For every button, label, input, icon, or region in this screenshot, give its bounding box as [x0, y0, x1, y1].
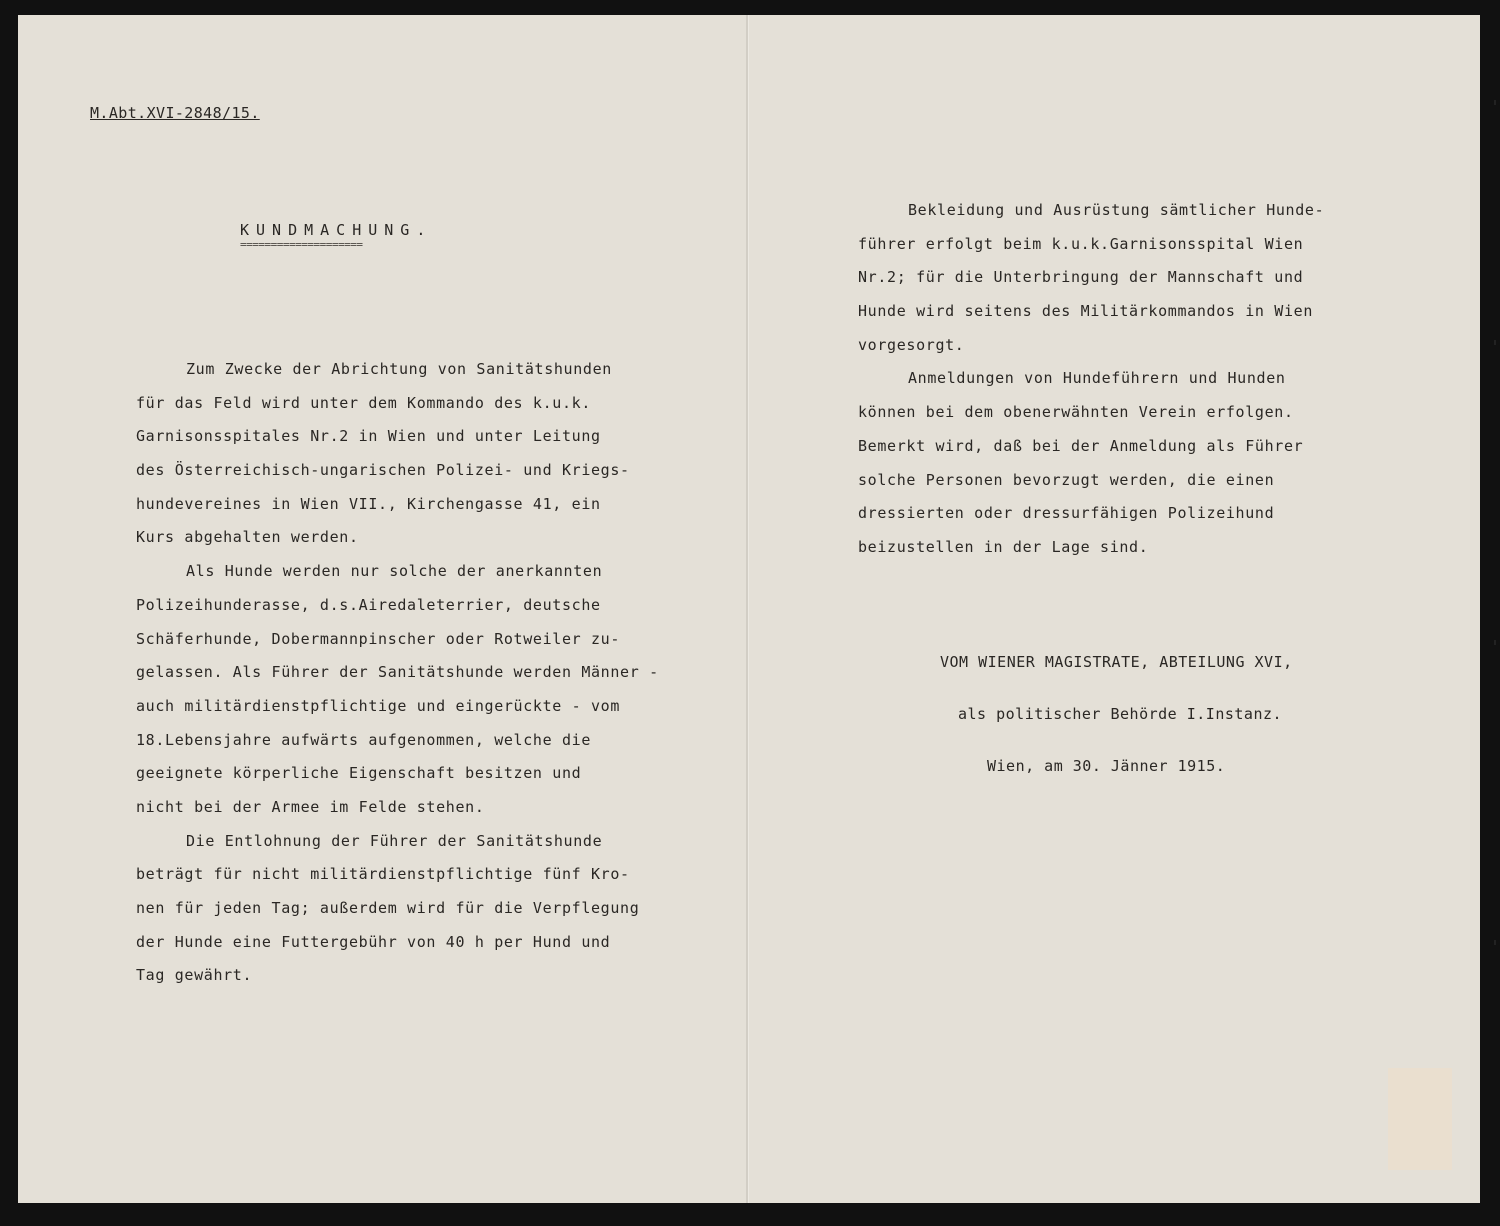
left-line: Kurs abgehalten werden. [136, 528, 359, 547]
reference-number: M.Abt.XVI-2848/15. [90, 104, 260, 122]
place-and-date: Wien, am 30. Jänner 1915. [987, 757, 1226, 775]
left-line: der Hunde eine Futtergebühr von 40 h per Hund und [136, 932, 611, 951]
edge-mark [1494, 100, 1496, 105]
right-line: Bekleidung und Ausrüstung sämtlicher Hunde- [908, 201, 1325, 219]
left-line: Schäferhunde, Dobermannpinscher oder Rotweiler zu- [136, 629, 621, 648]
left-line: nicht bei der Armee im Felde stehen. [136, 797, 485, 816]
right-line: vorgesorgt. [858, 335, 965, 354]
right-column-text [858, 194, 1324, 565]
left-line: Die Entlohnung der Führer der Sanitätshunde [186, 831, 603, 850]
document-title: KUNDMACHUNG. [240, 221, 433, 239]
edge-mark [1494, 940, 1496, 945]
right-line: können bei dem obenerwähnten Verein erfolgen. [858, 403, 1294, 422]
left-line: nen für jeden Tag; außerdem wird für die Verpflegung [136, 899, 640, 917]
left-line: hundevereines in Wien VII., Kirchengasse 41, ein [136, 494, 601, 513]
title-underline: ==================== [240, 238, 363, 251]
authority-role: als politischer Behörde I.Instanz. [958, 705, 1283, 723]
right-line: Nr.2; für die Unterbringung der Mannschaft und [858, 268, 1304, 287]
issuing-authority: VOM WIENER MAGISTRATE, ABTEILUNG XVI, [940, 653, 1293, 671]
left-line: Tag gewährt. [136, 966, 253, 985]
left-line: Zum Zwecke der Abrichtung von Sanitätshunden [186, 360, 612, 378]
right-line: solche Personen bevorzugt werden, die einen [858, 470, 1275, 489]
left-line: für das Feld wird unter dem Kommando des k.u.k. [136, 393, 591, 412]
left-line: gelassen. Als Führer der Sanitätshunde werden Männer - [136, 663, 659, 682]
paper-patch [1388, 1068, 1452, 1170]
left-line: des Österreichisch-ungarischen Polizei- und Kriegs- [136, 461, 630, 480]
page-fold [746, 15, 748, 1203]
edge-mark [1494, 340, 1496, 345]
left-line: beträgt für nicht militärdienstpflichtige fünf Kro- [136, 865, 630, 884]
left-column-text [136, 353, 659, 993]
right-line: Anmeldungen von Hundeführern und Hunden [908, 369, 1286, 388]
left-line: Polizeihunderasse, d.s.Airedaleterrier, deutsche [136, 595, 601, 614]
right-line: führer erfolgt beim k.u.k.Garnisonsspital Wien [858, 234, 1304, 253]
right-line: Bemerkt wird, daß bei der Anmeldung als Führer [858, 436, 1304, 455]
edge-mark [1494, 640, 1496, 645]
left-line: auch militärdienstpflichtige und eingerückte - vom [136, 696, 621, 715]
right-line: beizustellen in der Lage sind. [858, 537, 1149, 556]
left-line: Als Hunde werden nur solche der anerkannten [186, 562, 603, 581]
left-line: Garnisonsspitales Nr.2 in Wien und unter Leitung [136, 427, 601, 446]
left-line: 18.Lebensjahre aufwärts aufgenommen, welche die [136, 730, 591, 749]
left-line: geeignete körperliche Eigenschaft besitzen und [136, 764, 582, 783]
right-line: Hunde wird seitens des Militärkommandos in Wien [858, 302, 1313, 321]
right-line: dressierten oder dressurfähigen Polizeihund [858, 504, 1275, 523]
